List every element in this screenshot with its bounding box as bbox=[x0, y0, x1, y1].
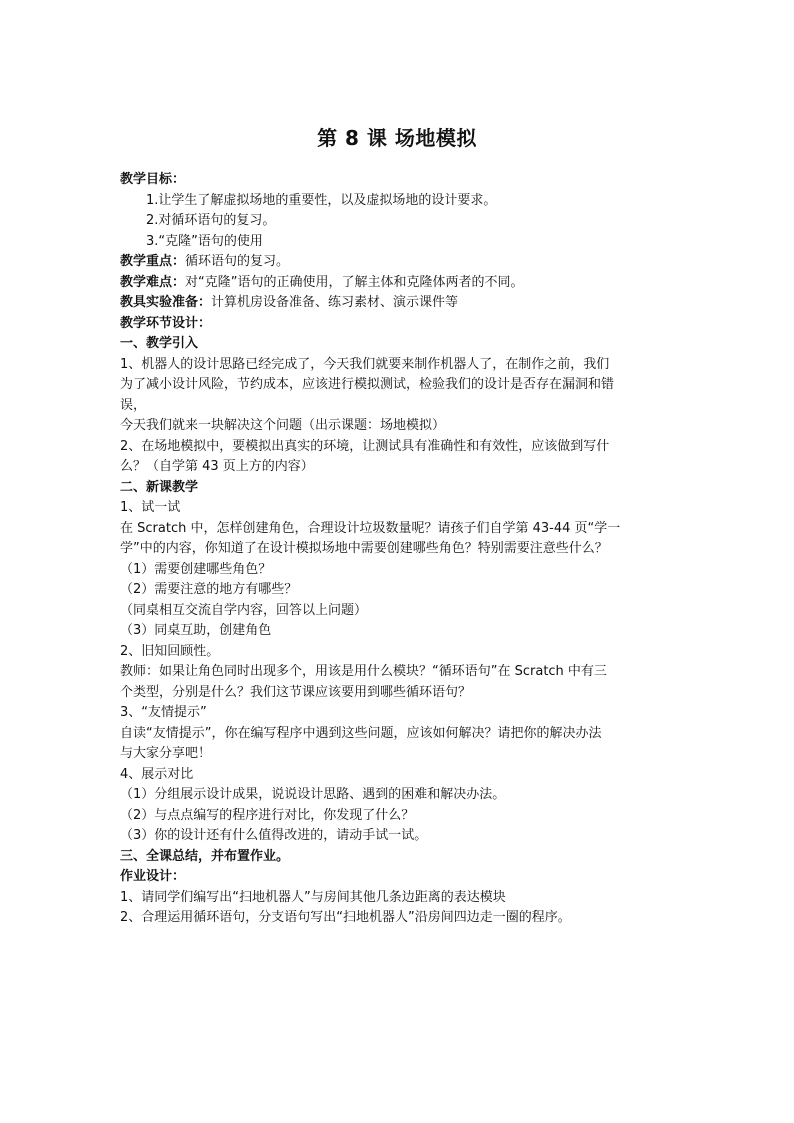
objectives-heading: 教学目标： bbox=[120, 172, 186, 187]
materials bbox=[120, 293, 690, 314]
text-line: 在 Scratch 中，怎样创建角色，合理设计垃圾数量呢？请孩子们自学第 43-44 页“学一 bbox=[120, 520, 621, 536]
list-item: （3）你的设计还有什么值得改进的，请动手试一试。 bbox=[120, 828, 428, 843]
text-line: 2、在场地模拟中，要模拟出真实的环境，让测试具有准确性和有效性，应该做到写什 bbox=[120, 438, 610, 454]
objective-item: 2.对循环语句的复习。 bbox=[146, 213, 276, 228]
list-item: （1）分组展示设计成果，说说设计思路、遇到的困难和解决办法。 bbox=[120, 787, 506, 802]
subsection-title: 1、试一试 bbox=[120, 500, 181, 515]
list-item: （1）需要创建哪些角色？ bbox=[120, 561, 272, 577]
document-body bbox=[120, 170, 690, 929]
difficulties bbox=[120, 273, 690, 294]
list-item: （2）需要注意的地方有哪些？ bbox=[120, 582, 298, 597]
process-heading: 教学环节设计： bbox=[120, 315, 212, 331]
text-line: 自读“友情提示”，你在编写程序中遇到这些问题，应该如何解决？请把你的解决办法 bbox=[120, 725, 602, 741]
difficulties-label: 教学难点： bbox=[120, 274, 186, 290]
list-item: 2、合理运用循环语句，分支语句写出“扫地机器人”沿房间四边走一圈的程序。 bbox=[120, 910, 571, 925]
difficulties-text: 对“克隆”语句的正确使用，了解主体和克隆体两者的不同。 bbox=[185, 274, 524, 290]
text-line: 今天我们就来一块解决这个问题（出示课题：场地模拟） bbox=[120, 418, 446, 433]
homework-heading: 作业设计： bbox=[120, 869, 186, 884]
subsection-title: 2、旧知回顾性。 bbox=[120, 643, 220, 659]
text-line: 与大家分享吧！ bbox=[120, 746, 212, 761]
text-line: 么？（自学第 43 页上方的内容） bbox=[120, 459, 314, 474]
key-points-label: 教学重点： bbox=[120, 254, 186, 269]
key-points-text: 循环语句的复习。 bbox=[185, 254, 290, 269]
objective-item: 1.让学生了解虚拟场地的重要性，以及虚拟场地的设计要求。 bbox=[146, 192, 497, 208]
list-item: （2）与点点编写的程序进行对比，你发现了什么？ bbox=[120, 807, 415, 823]
list-item: （3）同桌互助，创建角色 bbox=[120, 623, 272, 638]
section2-heading: 二、新课教学 bbox=[120, 479, 199, 495]
text-line: （同桌相互交流自学内容，回答以上问题） bbox=[120, 602, 368, 618]
text-line: 为了减小设计风险，节约成本，应该进行模拟测试，检验我们的设计是否存在漏洞和错 bbox=[120, 377, 615, 392]
list-item: 1、请同学们编写出“扫地机器人”与房间其他几条边距离的表达模块 bbox=[120, 889, 506, 905]
text-line: 学”中的内容，你知道了在设计模拟场地中需要创建哪些角色？特别需要注意些什么？ bbox=[120, 541, 608, 556]
section1-heading: 一、教学引入 bbox=[120, 336, 199, 351]
materials-label: 教具实验准备： bbox=[120, 295, 212, 310]
section3-heading: 三、全课总结，并布置作业。 bbox=[120, 848, 290, 864]
text-line: 1、机器人的设计思路已经完成了，今天我们就要来制作机器人了，在制作之前，我们 bbox=[120, 356, 610, 372]
subsection-title: 4、展示对比 bbox=[120, 766, 194, 782]
text-line: 教师：如果让角色同时出现多个，用该是用什么模块？“循环语句”在 Scratch 中有三 bbox=[120, 664, 607, 679]
page-title: 第 8 课 场地模拟 bbox=[317, 126, 477, 150]
materials-text: 计算机房设备准备、练习素材、演示课件等 bbox=[211, 295, 459, 310]
text-line: 误， bbox=[120, 397, 147, 413]
key-points bbox=[120, 252, 690, 273]
subsection-title: 3、“友情提示” bbox=[120, 705, 207, 720]
objective-item: 3.“克隆”语句的使用 bbox=[146, 233, 263, 249]
text-line: 个类型，分别是什么？我们这节课应该要用到哪些循环语句？ bbox=[120, 684, 472, 700]
